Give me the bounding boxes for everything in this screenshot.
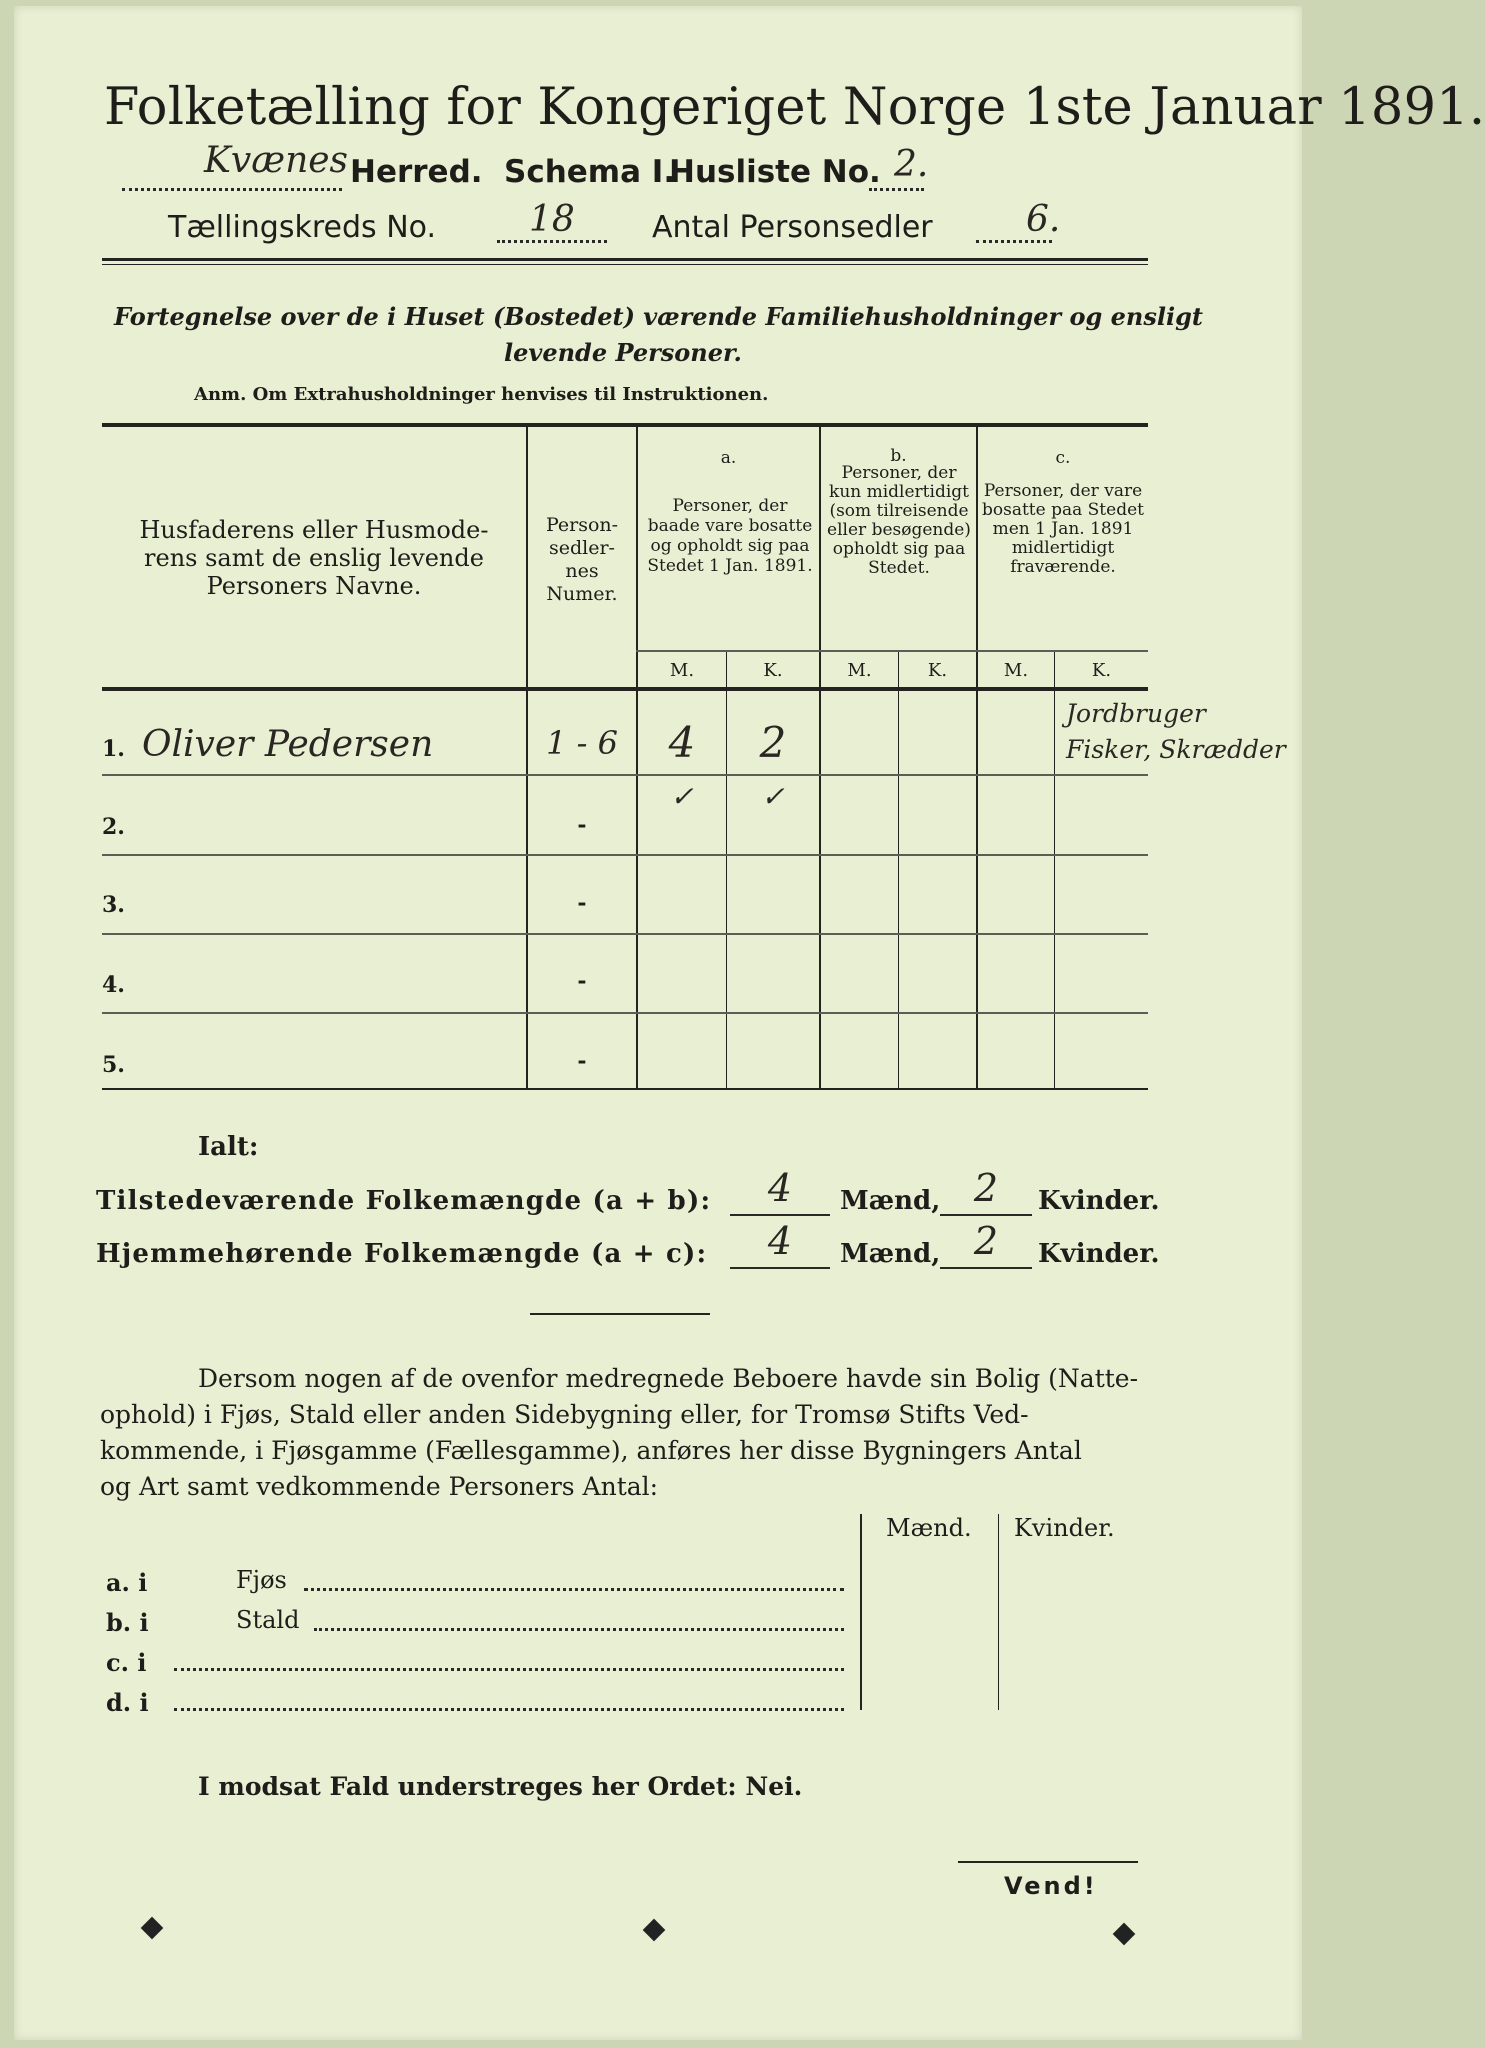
tilstede-k-field bbox=[940, 1214, 1032, 1216]
subtitle-line1: Fortegnelse over de i Huset (Bostedet) værende Familiehusholdninger og ensligt bbox=[114, 302, 1203, 331]
header-rule bbox=[102, 258, 1148, 261]
table-row-2-a-m: ✓ bbox=[670, 780, 694, 813]
table-row-5-num: - bbox=[577, 1048, 587, 1074]
vend-label: Vend! bbox=[1004, 1872, 1098, 1900]
header-rule-thin bbox=[102, 264, 1148, 265]
building-a-dots bbox=[304, 1576, 844, 1591]
tilstede-maend: Mænd, bbox=[840, 1186, 941, 1216]
buildings-col-sep-1 bbox=[860, 1514, 862, 1710]
col-b-letter: b. bbox=[890, 446, 907, 466]
table-top-rule bbox=[102, 423, 1148, 427]
col-sep-b-mk bbox=[898, 650, 899, 1090]
col-name-header: Husfaderens eller Husmode- rens samt de enslig levende Personers Navne. bbox=[139, 516, 489, 600]
row-rule-3 bbox=[102, 933, 1148, 935]
table-row-1-no: 1. bbox=[102, 736, 125, 762]
vend-rule bbox=[958, 1861, 1138, 1863]
col-a-m: M. bbox=[669, 660, 695, 681]
paragraph-line-1: Dersom nogen af de ovenfor medregnede Beboere havde sin Bolig (Natte- bbox=[198, 1364, 1139, 1393]
table-row-4-num: - bbox=[577, 968, 587, 994]
table-row-4-no: 4. bbox=[102, 972, 125, 998]
hjemme-k: 2 bbox=[973, 1219, 999, 1263]
table-row-1-num: 1 - 6 bbox=[546, 724, 618, 762]
row-rule-4 bbox=[102, 1012, 1148, 1014]
table-bottom-rule bbox=[102, 1088, 1148, 1090]
buildings-col-sep-2 bbox=[998, 1514, 999, 1710]
hjemme-m: 4 bbox=[767, 1219, 793, 1263]
col-sep-a-mk bbox=[726, 650, 727, 1090]
row-rule-2 bbox=[102, 854, 1148, 856]
ialt-label: Ialt: bbox=[198, 1132, 259, 1162]
col-a-text: Personer, der baade vare bosatte og opholdt sig paa Stedet 1 Jan. 1891. bbox=[647, 496, 813, 576]
schema-label: Schema I. bbox=[504, 154, 676, 190]
tilstede-k: 2 bbox=[973, 1166, 999, 1210]
table-row-2-num: - bbox=[577, 812, 587, 838]
building-b-dots bbox=[314, 1616, 844, 1631]
col-b-m: M. bbox=[847, 660, 872, 681]
husliste-label: Husliste No. bbox=[669, 154, 881, 190]
col-c-m: M. bbox=[1003, 660, 1029, 681]
col-b-text: Personer, der kun midlertidigt (som tilreisende eller besøgende) opholdt sig paa Stedet. bbox=[827, 463, 971, 578]
tilstede-m: 4 bbox=[767, 1166, 793, 1210]
modsat-note: I modsat Fald understreges her Ordet: Nei. bbox=[198, 1772, 803, 1801]
building-c-label: c. i bbox=[106, 1648, 147, 1677]
col-a-k: K. bbox=[763, 660, 783, 681]
table-row-1-name: Oliver Pedersen bbox=[142, 724, 434, 765]
herred-label: Herred. bbox=[350, 154, 483, 190]
table-head-rule bbox=[102, 687, 1148, 691]
husliste-no: 2. bbox=[894, 144, 929, 185]
form-title: Folketælling for Kongeriget Norge 1ste Januar 1891. bbox=[104, 78, 1485, 137]
subtitle-line2: levende Personer. bbox=[504, 338, 742, 367]
col-a-letter: a. bbox=[720, 448, 737, 468]
col-sep-4 bbox=[976, 426, 978, 1090]
building-c-dots bbox=[174, 1656, 844, 1671]
col-c-letter: c. bbox=[1055, 448, 1071, 468]
census-form-page bbox=[14, 6, 1485, 2040]
paragraph-line-4: og Art samt vedkommende Personers Antal: bbox=[100, 1472, 659, 1501]
building-d-dots bbox=[174, 1696, 844, 1711]
hjemme-k-field bbox=[940, 1267, 1032, 1269]
buildings-kvinder-header: Kvinder. bbox=[1014, 1514, 1115, 1542]
table-row-1-a-m: 4 bbox=[668, 718, 696, 767]
herred-name: Kvænes bbox=[204, 140, 349, 181]
table-row-5-no: 5. bbox=[102, 1052, 125, 1078]
separator-rule bbox=[530, 1313, 710, 1315]
building-b-name: Stald bbox=[236, 1606, 300, 1634]
tilstede-m-field bbox=[730, 1214, 830, 1216]
hjemme-m-field bbox=[730, 1267, 830, 1269]
tilstede-kvinder: Kvinder. bbox=[1038, 1186, 1160, 1216]
tilstede-label: Tilstedeværende Folkemængde (a + b): bbox=[96, 1186, 712, 1216]
ink-mark-left bbox=[141, 1917, 164, 1940]
table-row-2-no: 2. bbox=[102, 814, 125, 840]
col-num-header: Person- sedler- nes Numer. bbox=[545, 514, 619, 605]
building-a-name: Fjøs bbox=[236, 1566, 287, 1594]
col-c-text: Personer, der vare bosatte paa Stedet men 1 Jan. 1891 midlertidigt fraværende. bbox=[982, 481, 1144, 577]
ink-mark-center bbox=[643, 1919, 666, 1942]
kreds-label: Tællingskreds No. bbox=[168, 210, 436, 245]
building-d-label: d. i bbox=[106, 1688, 149, 1717]
hjemme-maend: Mænd, bbox=[840, 1239, 941, 1269]
anm-note: Anm. Om Extrahusholdninger henvises til Instruktionen. bbox=[194, 384, 769, 405]
ink-mark-right bbox=[1113, 1923, 1136, 1946]
table-row-3-no: 3. bbox=[102, 892, 125, 918]
building-b-label: b. i bbox=[106, 1608, 149, 1637]
col-b-k: K. bbox=[927, 660, 948, 681]
mk-row-rule bbox=[636, 650, 1148, 652]
hjemme-label: Hjemmehørende Folkemængde (a + c): bbox=[96, 1239, 708, 1269]
kreds-no: 18 bbox=[529, 199, 575, 240]
antal-value: 6. bbox=[1026, 199, 1061, 240]
building-a-label: a. i bbox=[106, 1568, 148, 1597]
table-row-1-a-k: 2 bbox=[759, 718, 787, 767]
paragraph-line-2: ophold) i Fjøs, Stald eller anden Sidebygning eller, for Tromsø Stifts Ved- bbox=[100, 1400, 1029, 1429]
col-sep-c-mk bbox=[1054, 650, 1055, 1090]
antal-label: Antal Personsedler bbox=[652, 210, 933, 245]
row-rule-1 bbox=[102, 774, 1148, 776]
paragraph-line-3: kommende, i Fjøsgamme (Fællesgamme), anføres her disse Bygningers Antal bbox=[100, 1436, 1082, 1465]
table-row-3-num: - bbox=[577, 890, 587, 916]
table-row-1-note: Jordbruger Fisker, Skrædder bbox=[1066, 699, 1286, 764]
col-sep-3 bbox=[819, 426, 821, 1090]
col-c-k: K. bbox=[1091, 660, 1112, 681]
buildings-maend-header: Mænd. bbox=[886, 1514, 972, 1542]
table-row-2-a-k: ✓ bbox=[761, 780, 785, 813]
hjemme-kvinder: Kvinder. bbox=[1038, 1239, 1160, 1269]
